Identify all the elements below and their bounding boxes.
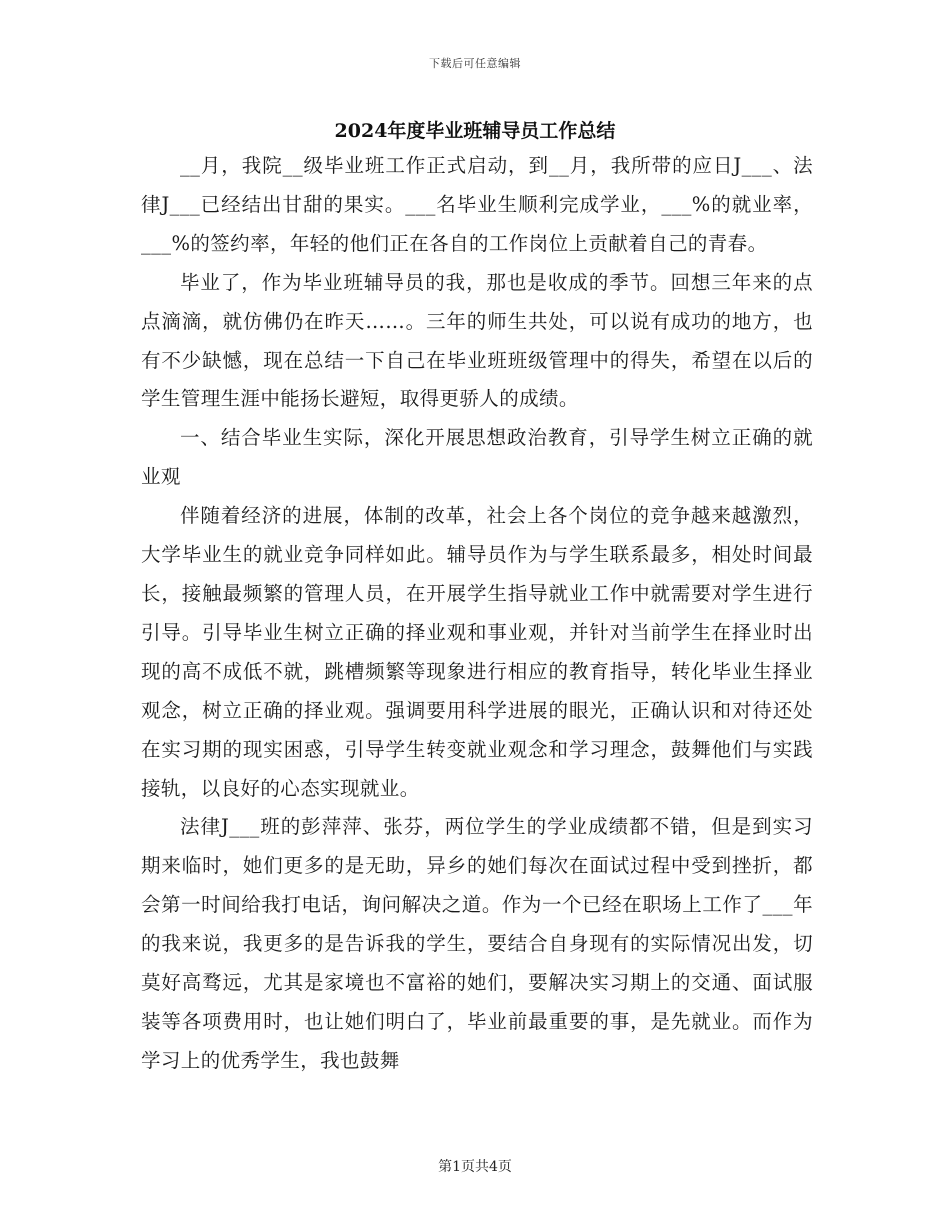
paragraph-employment-guidance: 伴随着经济的进展，体制的改革，社会上各个岗位的竞争越来越激烈，大学毕业生的就业竞争同样如此。辅导员作为与学生联系最多，相处时间最长，接触最频繁的管理人员，在开展学生指导就业工作中就需要对学生进行引导。引导毕业生树立正确的择业观和事业观，并针对当前学生在择业时出现的高不成低不就，跳槽频繁等现象进行相应的教育指导，转化毕业生择业观念，树立正确的择业观。强调要用科学进展的眼光，正确认识和对待还处在实习期的现实困惑，引导学生转变就业观念和学习理念，鼓舞他们与实践接轨，以良好的心态实现就业。 xyxy=(141,504,813,800)
paragraph-intro: __月，我院__级毕业班工作正式启动，到__月，我所带的应日J___、法律J___已经结出甘甜的果实。___名毕业生顺利完成学业，___%的就业率，___%的签约率，年轻的他们正在各自的工作岗位上贡献着自己的青春。 xyxy=(141,154,813,255)
section-heading-1: 一、结合毕业生实际，深化开展思想政治教育，引导学生树立正确的就业观 xyxy=(141,426,813,489)
header-note: 下载后可任意编辑 xyxy=(429,57,521,70)
paragraph-reflection: 毕业了，作为毕业班辅导员的我，那也是收成的季节。回想三年来的点点滴滴，就仿佛仍在昨天……。三年的师生共处，可以说有成功的地方，也有不少缺憾，现在总结一下自己在毕业班班级管理中的得失，希望在以后的学生管理生涯中能扬长避短，取得更骄人的成绩。 xyxy=(141,270,813,411)
document-title: 2024年度毕业班辅导员工作总结 xyxy=(334,120,616,142)
paragraph-student-example: 法律J___班的彭萍萍、张芬，两位学生的学业成绩都不错，但是到实习期来临时，她们更多的是无助，异乡的她们每次在面试过程中受到挫折，都会第一时间给我打电话，询问解决之道。作为一个已经在职场上工作了___年的我来说，我更多的是告诉我的学生，要结合自身现有的实际情况出发，切莫好高骛远，尤其是家境也不富裕的她们，要解决实习期上的交通、面试服装等各项费用时，也让她们明白了，毕业前最重要的事，是先就业。而作为学习上的优秀学生，我也鼓舞 xyxy=(141,815,813,1072)
document-body xyxy=(141,147,813,1081)
page-number: 第1页共4页 xyxy=(438,1159,512,1175)
